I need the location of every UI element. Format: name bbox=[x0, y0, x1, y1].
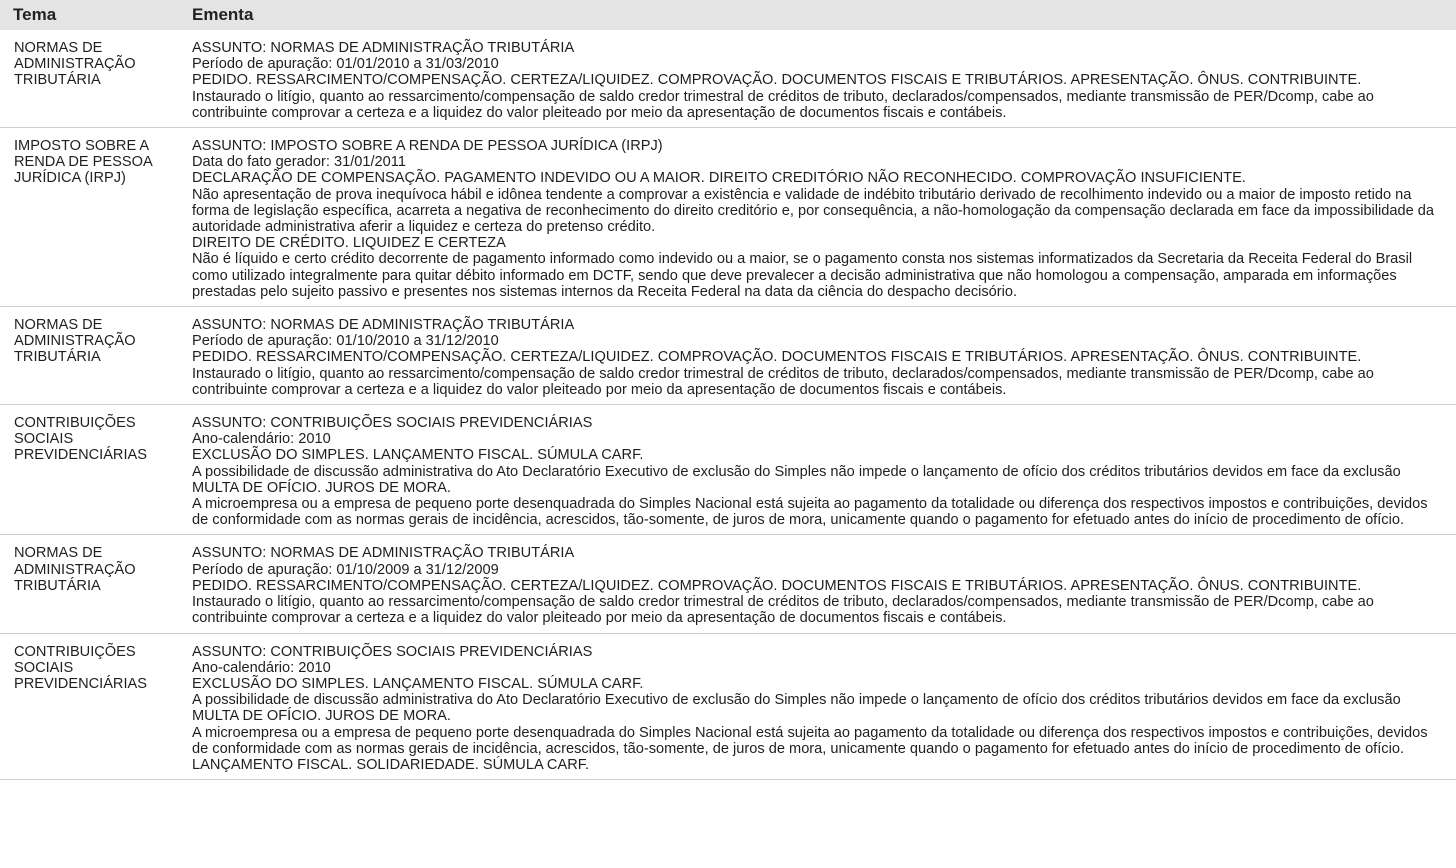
ementa-line: ASSUNTO: CONTRIBUIÇÕES SOCIAIS PREVIDENCIÁRIAS bbox=[192, 643, 593, 660]
ementa-line: Não apresentação de prova inequívoca hábil e idônea tendente a comprovar a existência e validade de indébito tributário derivado de recolhimento indevido ou a maior de imposto retido na forma de legislação específica, acarreta a negativa de reconhecimento do direito creditório e, por consequência, a não-homologação da compensação declarada em face da impossibilidade da autoridade administrativa aferir a liquidez e certeza do pretenso crédito. bbox=[192, 186, 1435, 236]
ementa-line: PEDIDO. RESSARCIMENTO/COMPENSAÇÃO. CERTEZA/LIQUIDEZ. COMPROVAÇÃO. DOCUMENTOS FISCAIS E TRIBUTÁRIOS. APRESENTAÇÃO. ÔNUS. CONTRIBUINTE. bbox=[192, 72, 1362, 89]
ementa-line: Período de apuração: 01/01/2010 a 31/03/2010 bbox=[192, 56, 499, 73]
tema-cell: NORMAS DE ADMINISTRAÇÃO TRIBUTÁRIA bbox=[14, 317, 136, 366]
ementa-line: A possibilidade de discussão administrativa do Ato Declaratório Executivo de exclusão do Simples não impede o lançamento de ofício dos créditos tributários devidos em face da exclusão bbox=[192, 463, 1401, 480]
ementa-line: MULTA DE OFÍCIO. JUROS DE MORA. bbox=[192, 479, 451, 496]
ementa-line: Ano-calendário: 2010 bbox=[192, 431, 331, 448]
ementa-line: Instaurado o litígio, quanto ao ressarcimento/compensação de saldo credor trimestral de créditos de tributo, declarados/compensados, mediante transmissão de PER/Dcomp, cabe ao contribuinte comprovar a certeza e a liquidez do valor pleiteado por meio da apresentação de documentos fiscais e contábeis. bbox=[192, 88, 1374, 121]
ementa-line: EXCLUSÃO DO SIMPLES. LANÇAMENTO FISCAL. SÚMULA CARF. bbox=[192, 675, 644, 692]
ementa-cell bbox=[192, 138, 1438, 300]
ementa-line: DIREITO DE CRÉDITO. LIQUIDEZ E CERTEZA bbox=[192, 235, 506, 252]
ementa-line: Ano-calendário: 2010 bbox=[192, 659, 331, 676]
ementa-line: ASSUNTO: IMPOSTO SOBRE A RENDA DE PESSOA JURÍDICA (IRPJ) bbox=[192, 138, 663, 155]
table-row[interactable] bbox=[0, 307, 1456, 405]
ementa-line: DECLARAÇÃO DE COMPENSAÇÃO. PAGAMENTO INDEVIDO OU A MAIOR. DIREITO CREDITÓRIO NÃO RECONHECIDO. COMPROVAÇÃO INSUFICIENTE. bbox=[192, 170, 1246, 187]
ementa-line: Não é líquido e certo crédito decorrente de pagamento informado como indevido ou a maior, se o pagamento consta nos sistemas informatizados da Secretaria da Receita Federal do Brasil como utilizado integralmente para quitar débito informado em DCTF, sendo que deve prevalecer a decisão administrativa que não homologou a compensação, amparada em informações prestadas pelo sujeito passivo e presentes nos sistemas internos da Receita Federal na data da ciência do despacho decisório. bbox=[192, 251, 1413, 300]
table-header bbox=[0, 0, 1456, 30]
ementa-line: Instaurado o litígio, quanto ao ressarcimento/compensação de saldo credor trimestral de créditos de tributo, declarados/compensados, mediante transmissão de PER/Dcomp, cabe ao contribuinte comprovar a certeza e a liquidez do valor pleiteado por meio da apresentação de documentos fiscais e contábeis. bbox=[192, 365, 1374, 398]
ementa-cell bbox=[192, 644, 1438, 774]
table-row[interactable] bbox=[0, 128, 1456, 307]
ementa-line: MULTA DE OFÍCIO. JUROS DE MORA. bbox=[192, 708, 451, 725]
ementa-cell bbox=[192, 317, 1438, 398]
ementa-line: Período de apuração: 01/10/2010 a 31/12/2010 bbox=[192, 333, 499, 350]
tema-cell: CONTRIBUIÇÕES SOCIAIS PREVIDENCIÁRIAS bbox=[14, 415, 147, 464]
tema-cell: NORMAS DE ADMINISTRAÇÃO TRIBUTÁRIA bbox=[14, 545, 136, 594]
ementa-line: A microempresa ou a empresa de pequeno porte desenquadrada do Simples Nacional está sujeita ao pagamento da totalidade ou diferença dos respectivos impostos e contribuições, devidos de conformidade com as normas gerais de incidência, acrescidos, tão-somente, de juros de mora, unicamente quando o pagamento for efetuado antes do início de procedimento de ofício. bbox=[192, 496, 1428, 529]
ementa-cell bbox=[192, 415, 1438, 528]
ementa-line: ASSUNTO: NORMAS DE ADMINISTRAÇÃO TRIBUTÁRIA bbox=[192, 40, 575, 56]
ementa-line: PEDIDO. RESSARCIMENTO/COMPENSAÇÃO. CERTEZA/LIQUIDEZ. COMPROVAÇÃO. DOCUMENTOS FISCAIS E TRIBUTÁRIOS. APRESENTAÇÃO. ÔNUS. CONTRIBUINTE. bbox=[192, 349, 1362, 366]
ementa-line: LANÇAMENTO FISCAL. SOLIDARIEDADE. SÚMULA CARF. bbox=[192, 756, 590, 773]
tema-cell: IMPOSTO SOBRE A RENDA DE PESSOA JURÍDICA (IRPJ) bbox=[14, 138, 153, 187]
ementa-line: A microempresa ou a empresa de pequeno porte desenquadrada do Simples Nacional está sujeita ao pagamento da totalidade ou diferença dos respectivos impostos e contribuições, devidos de conformidade com as normas gerais de incidência, acrescidos, tão-somente, de juros de mora, unicamente quando o pagamento for efetuado antes do início de procedimento de ofício. bbox=[192, 724, 1428, 757]
ementa-line: Período de apuração: 01/10/2009 a 31/12/2009 bbox=[192, 561, 499, 578]
ementa-line: EXCLUSÃO DO SIMPLES. LANÇAMENTO FISCAL. SÚMULA CARF. bbox=[192, 447, 644, 464]
ementa-cell bbox=[192, 40, 1438, 121]
table-row[interactable] bbox=[0, 634, 1456, 781]
ementa-line: ASSUNTO: CONTRIBUIÇÕES SOCIAIS PREVIDENCIÁRIAS bbox=[192, 415, 593, 432]
ementa-cell bbox=[192, 545, 1438, 626]
table-body bbox=[0, 30, 1456, 780]
ementa-line: PEDIDO. RESSARCIMENTO/COMPENSAÇÃO. CERTEZA/LIQUIDEZ. COMPROVAÇÃO. DOCUMENTOS FISCAIS E TRIBUTÁRIOS. APRESENTAÇÃO. ÔNUS. CONTRIBUINTE. bbox=[192, 577, 1362, 594]
column-header-tema[interactable]: Tema bbox=[13, 5, 57, 24]
ementa-line: ASSUNTO: NORMAS DE ADMINISTRAÇÃO TRIBUTÁRIA bbox=[192, 545, 575, 562]
tema-cell: CONTRIBUIÇÕES SOCIAIS PREVIDENCIÁRIAS bbox=[14, 643, 147, 692]
ementa-line: ASSUNTO: NORMAS DE ADMINISTRAÇÃO TRIBUTÁRIA bbox=[192, 317, 575, 334]
table-row[interactable] bbox=[0, 405, 1456, 535]
ementa-line: Data do fato gerador: 31/01/2011 bbox=[192, 154, 406, 171]
table-row[interactable] bbox=[0, 30, 1456, 128]
ementa-line: A possibilidade de discussão administrativa do Ato Declaratório Executivo de exclusão do Simples não impede o lançamento de ofício dos créditos tributários devidos em face da exclusão bbox=[192, 692, 1401, 709]
column-header-ementa[interactable]: Ementa bbox=[192, 5, 254, 24]
ementa-line: Instaurado o litígio, quanto ao ressarcimento/compensação de saldo credor trimestral de créditos de tributo, declarados/compensados, mediante transmissão de PER/Dcomp, cabe ao contribuinte comprovar a certeza e a liquidez do valor pleiteado por meio da apresentação de documentos fiscais e contábeis. bbox=[192, 594, 1374, 627]
tema-cell: NORMAS DE ADMINISTRAÇÃO TRIBUTÁRIA bbox=[14, 40, 136, 89]
table-row[interactable] bbox=[0, 535, 1456, 633]
